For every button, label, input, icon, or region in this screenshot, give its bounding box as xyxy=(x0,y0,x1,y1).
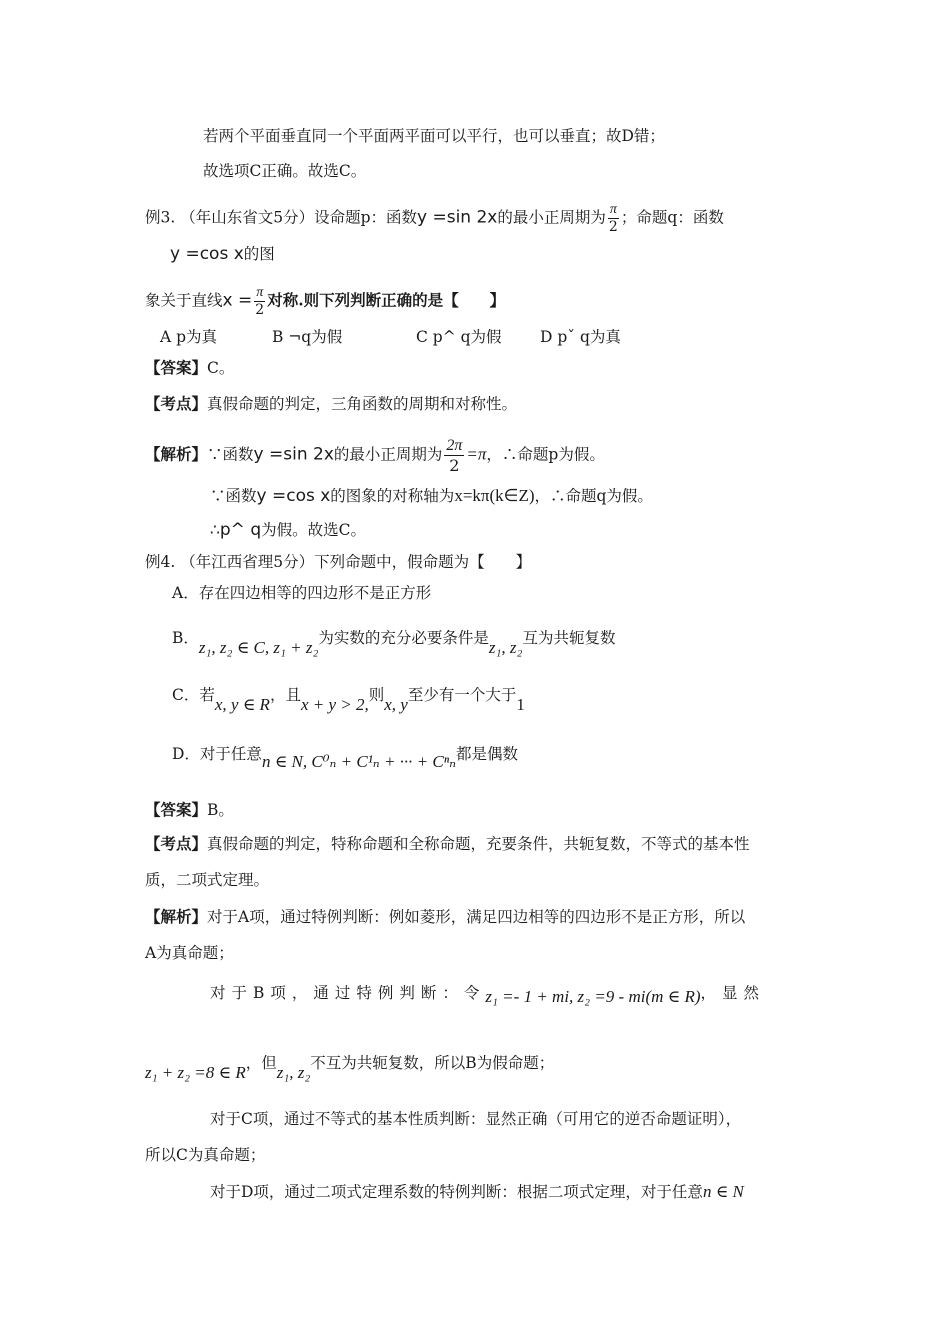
option-c: C p^ q为假 xyxy=(416,328,502,346)
math-expr: n ∈ N xyxy=(702,1182,744,1201)
math-expr: x=kπ(k∈Z) xyxy=(454,486,535,505)
text-line: 故选项C正确。故选C。 xyxy=(203,162,367,180)
text: 不互为共轭复数，所以B为假命题； xyxy=(310,1054,555,1072)
text: 则 xyxy=(368,686,385,704)
analysis-4 xyxy=(145,905,745,929)
fraction-numerator: π xyxy=(609,202,617,217)
key-point-3 xyxy=(145,392,517,416)
analysis-4-cont xyxy=(145,1051,555,1082)
key-point-4 xyxy=(145,832,750,856)
fraction-denominator: 2 xyxy=(608,219,618,235)
option-d xyxy=(172,742,518,771)
text: ；命题q：函数 xyxy=(620,208,724,227)
answer-tag: 【答案】 xyxy=(145,800,208,819)
text: 对于B项，通过特例判断：令 xyxy=(210,984,486,1002)
math-expr: y =cos x xyxy=(256,486,331,506)
analysis-tag: 【解析】 xyxy=(145,444,208,464)
key-point-tag: 【考点】 xyxy=(145,834,208,853)
example-3-question xyxy=(145,201,724,236)
analysis-3-cont xyxy=(210,484,653,508)
analysis-4-cont: 对于C项，通过不等式的基本性质判断：显然正确（可用它的逆否命题证明）， xyxy=(210,1110,742,1128)
text: ，∴命题q为假。 xyxy=(534,487,653,505)
text: 的图 xyxy=(243,245,275,263)
analysis-4-cont xyxy=(210,981,765,1005)
math-expr: z₁, z₂ xyxy=(276,1063,311,1082)
text: ∵函数 xyxy=(210,487,257,505)
analysis-4-cont: A为真命题； xyxy=(145,944,234,962)
text: 对于D项，通过二项式定理系数的特例判断：根据二项式定理，对于任意 xyxy=(210,1183,703,1201)
answer-4 xyxy=(145,798,234,822)
fraction-denominator: 2 xyxy=(449,456,460,475)
option-b xyxy=(172,626,616,657)
example-3-question-cont xyxy=(145,284,505,319)
math-expr: x = xyxy=(222,290,253,311)
text: ∵函数 xyxy=(207,445,254,464)
option-a: A p为真 xyxy=(160,328,218,346)
math-expr: x, y xyxy=(384,695,408,714)
text: 对于A项，通过特例判断：例如菱形，满足四边相等的四边形不是正方形，所以 xyxy=(207,908,746,926)
math-expr: y =sin 2x xyxy=(253,444,334,465)
text: ，但 xyxy=(245,1054,277,1072)
text: C．若 xyxy=(172,686,215,704)
text: B． xyxy=(172,629,199,647)
option-c xyxy=(172,683,525,714)
text: 都是偶数 xyxy=(455,745,518,763)
math-expr: z₁ + z₂ =8 ∈ R xyxy=(145,1063,246,1082)
option-a: A．存在四边相等的四边形不是正方形 xyxy=(172,584,432,602)
example-4-question: 例4. （年江西省理5分）下列命题中，假命题为【 】 xyxy=(145,553,532,571)
text: ，且 xyxy=(269,686,301,704)
option-b: B ¬q为假 xyxy=(272,328,343,346)
text: 至少有一个大于 xyxy=(407,686,517,704)
math-expr: z₁, z₂ ∈ C, z₁ + z₂ xyxy=(198,638,319,657)
analysis-tag: 【解析】 xyxy=(145,907,208,926)
text: ，∴命题p为假。 xyxy=(486,445,605,464)
math-expr: z₁ =- 1 + mi, z₂ =9 - mi(m ∈ R) xyxy=(485,987,701,1006)
analysis-4-cont: 所以C为真命题； xyxy=(145,1146,266,1164)
key-point-text: 真假命题的判定，三角函数的周期和对称性。 xyxy=(207,395,518,413)
math-expr: y =cos x xyxy=(170,244,244,264)
answer-text: B。 xyxy=(207,801,234,819)
answer-3 xyxy=(145,356,234,380)
fraction xyxy=(254,284,265,319)
text: ∴ xyxy=(210,521,220,539)
example-3-question-cont xyxy=(170,242,275,266)
answer-tag: 【答案】 xyxy=(145,358,208,377)
fraction-denominator: 2 xyxy=(255,302,265,318)
math-expr: x + y > 2, xyxy=(300,695,369,714)
text: 为假。故选C。 xyxy=(261,521,366,539)
fraction-numerator: π xyxy=(256,285,264,300)
text: ，显然 xyxy=(700,984,766,1002)
analysis-3-cont xyxy=(210,518,366,542)
text: 互为共轭复数 xyxy=(522,629,616,647)
math-expr: p^ q xyxy=(219,520,262,540)
analysis-4-cont xyxy=(210,1180,744,1204)
analysis-3 xyxy=(145,436,605,475)
text: D．对于任意 xyxy=(172,745,262,763)
fraction xyxy=(608,201,619,236)
text: 对称.则下列判断正确的是【 】 xyxy=(267,290,506,310)
text: 的最小正周期为 xyxy=(497,208,606,227)
math-expr: y =sin 2x xyxy=(417,207,498,228)
math-expr: z₁, z₂ xyxy=(488,638,523,657)
text: 的最小正周期为 xyxy=(333,445,443,464)
text: 为实数的充分必要条件是 xyxy=(318,629,489,647)
math-expr: 1 xyxy=(516,695,525,714)
option-d: D pˇ q为真 xyxy=(540,328,621,346)
key-point-4-cont: 质，二项式定理。 xyxy=(145,871,270,889)
key-point-text: 真假命题的判定，特称命题和全称命题，充要条件，共轭复数，不等式的基本性 xyxy=(207,835,750,853)
text: 象关于直线 xyxy=(145,291,223,310)
fraction xyxy=(444,436,464,475)
math-expr: x, y ∈ R xyxy=(214,695,270,714)
key-point-tag: 【考点】 xyxy=(145,394,208,413)
math-expr: =π xyxy=(466,444,487,464)
answer-text: C。 xyxy=(207,359,235,377)
text-line: 若两个平面垂直同一个平面两平面可以平行，也可以垂直；故D错； xyxy=(203,127,665,145)
text: 的图象的对称轴为 xyxy=(330,487,455,505)
math-expr: n ∈ N, C⁰ₙ + C¹ₙ + ··· + Cⁿₙ xyxy=(261,752,456,771)
fraction-numerator: 2π xyxy=(446,437,463,454)
text: 例3. （年山东省文5分）设命题p：函数 xyxy=(145,208,418,227)
